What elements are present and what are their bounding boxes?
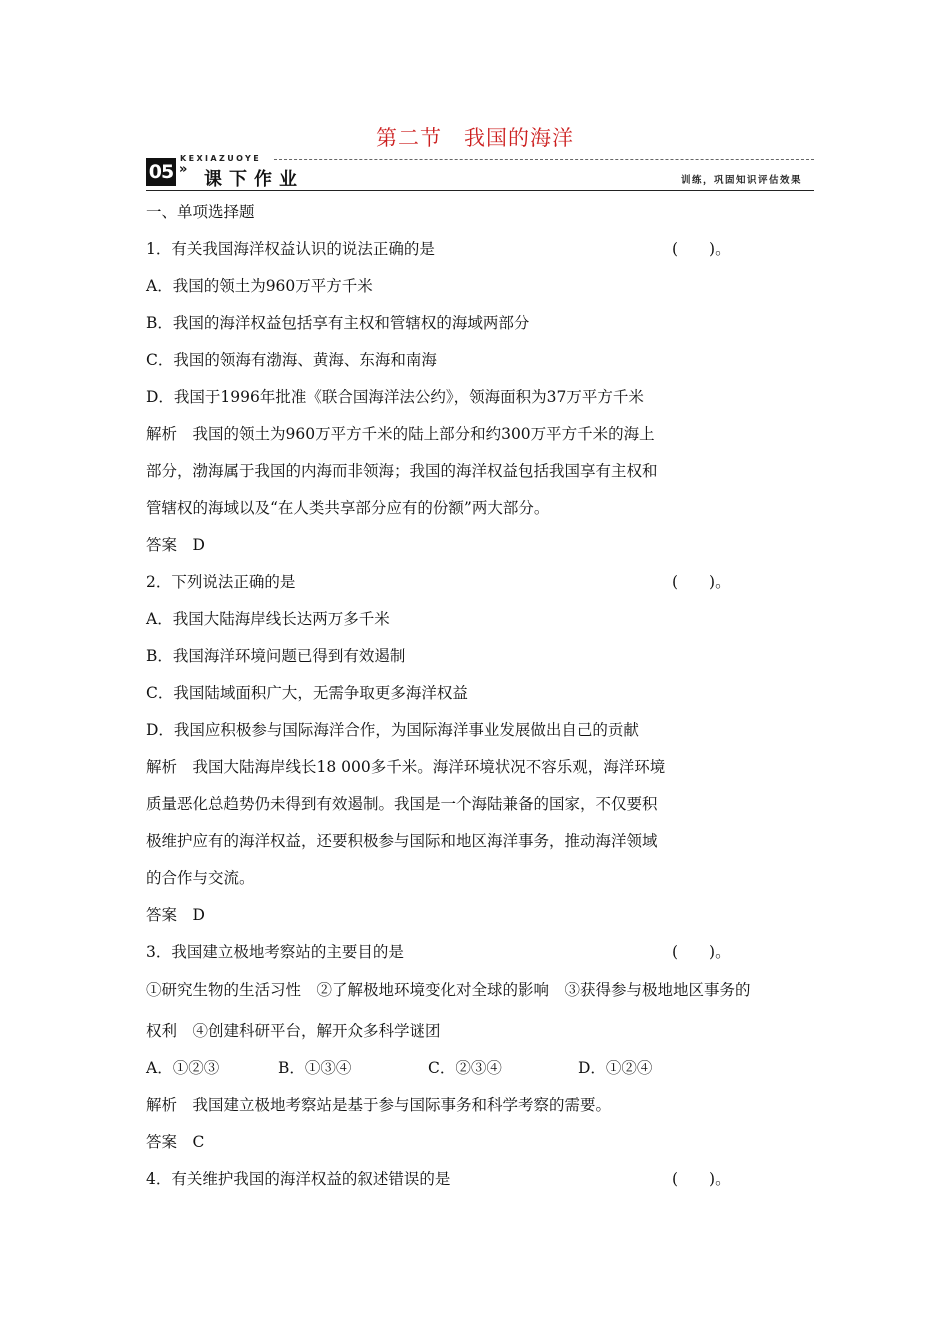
question-1-option-c: C．我国的领海有渤海、黄海、东海和南海 [146, 351, 437, 369]
question-2-option-d: D．我国应积极参与国际海洋合作，为国际海洋事业发展做出自己的贡献 [146, 721, 639, 739]
question-3-choice-d: D．①②④ [578, 1059, 653, 1077]
question-3-stem: 3．我国建立极地考察站的主要目的是 [146, 943, 404, 961]
question-3-items-line-2: 权利 ④创建科研平台，解开众多科学谜团 [146, 1022, 441, 1040]
question-1-analysis-line-1: 解析 我国的领土为960万平方千米的陆上部分和约300万平方千米的海上 [146, 425, 655, 443]
question-3-items-line-1: ①研究生物的生活习性 ②了解极地环境变化对全球的影响 ③获得参与极地地区事务的 [146, 981, 751, 999]
section-banner [146, 152, 814, 194]
question-4-answer-blank: ( )。 [672, 1170, 731, 1188]
question-2-option-a: A．我国大陆海岸线长达两万多千米 [146, 610, 390, 628]
double-chevron-icon: » [179, 162, 188, 177]
question-2-analysis-line-1: 解析 我国大陆海岸线长18 000多千米。海洋环境状况不容乐观，海洋环境 [146, 758, 666, 776]
question-2-stem: 2．下列说法正确的是 [146, 573, 296, 591]
banner-tagline: 训练，巩固知识评估效果 [680, 175, 802, 186]
question-1-stem: 1．有关我国海洋权益认识的说法正确的是 [146, 240, 435, 258]
question-3-choice-c: C．②③④ [428, 1059, 502, 1077]
section-heading: 一、单项选择题 [146, 203, 255, 221]
banner-underline [146, 190, 814, 191]
question-2-answer-blank: ( )。 [672, 573, 731, 591]
banner-number: 05 [146, 158, 176, 186]
question-1-analysis-line-2: 部分，渤海属于我国的内海而非领海；我国的海洋权益包括我国享有主权和 [146, 462, 658, 480]
question-2-analysis-line-4: 的合作与交流。 [146, 869, 255, 887]
question-2-option-b: B．我国海洋环境问题已得到有效遏制 [146, 647, 406, 665]
question-1-option-d: D．我国于1996年批准《联合国海洋法公约》，领海面积为37万平方千米 [146, 388, 644, 406]
question-2-answer: 答案 D [146, 906, 205, 924]
question-3-analysis: 解析 我国建立极地考察站是基于参与国际事务和科学考察的需要。 [146, 1096, 612, 1114]
question-1-answer: 答案 D [146, 536, 205, 554]
question-3-choice-b: B．①③④ [278, 1059, 352, 1077]
banner-label: 课下作业 [204, 169, 304, 190]
question-2-option-c: C．我国陆域面积广大，无需争取更多海洋权益 [146, 684, 468, 702]
question-2-analysis-line-2: 质量恶化总趋势仍未得到有效遏制。我国是一个海陆兼备的国家，不仅要积 [146, 795, 658, 813]
banner-dotted-rule [274, 159, 814, 160]
question-1-analysis-line-3: 管辖权的海域以及“在人类共享部分应有的份额”两大部分。 [146, 499, 550, 517]
question-1-option-a: A．我国的领土为960万平方千米 [146, 277, 373, 295]
question-2-analysis-line-3: 极维护应有的海洋权益，还要积极参与国际和地区海洋事务，推动海洋领域 [146, 832, 658, 850]
question-1-answer-blank: ( )。 [672, 240, 731, 258]
banner-subtitle: KEXIAZUOYE [180, 154, 262, 163]
question-3-answer: 答案 C [146, 1133, 205, 1151]
question-4-stem: 4．有关维护我国的海洋权益的叙述错误的是 [146, 1170, 451, 1188]
page-title: 第二节 我国的海洋 [376, 126, 574, 150]
question-3-answer-blank: ( )。 [672, 943, 731, 961]
question-1-option-b: B．我国的海洋权益包括享有主权和管辖权的海域两部分 [146, 314, 530, 332]
question-3-choice-a: A．①②③ [146, 1059, 220, 1077]
